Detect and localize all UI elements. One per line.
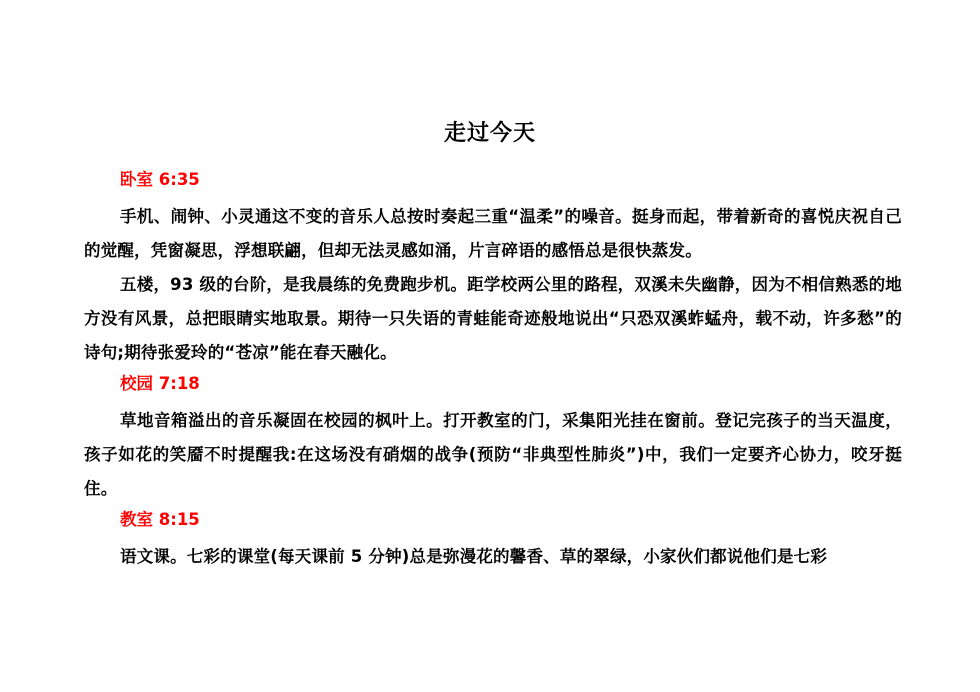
- document-title: 走过今天: [443, 121, 536, 146]
- section-campus: [84, 370, 902, 506]
- section-heading-classroom: 教室 8:15: [120, 510, 200, 529]
- paragraph: 手机、闹钟、小灵通这不变的音乐人总按时奏起三重“温柔”的噪音。挺身而起，带着新奇的喜悦庆祝自己的觉醒，凭窗凝思，浮想联翩，但却无法灵感如涌，片言碎语的感悟总是很快蒸发。: [84, 207, 902, 260]
- section-heading-bedroom: 卧室 6:35: [120, 170, 200, 189]
- paragraph: 五楼，93 级的台阶，是我晨练的免费跑步机。距学校两公里的路程，双溪未失幽静，因为不相信熟悉的地方没有风景，总把眼睛实地取景。期待一只失语的青蛙能奇迹般地说出“只恐双溪蚱蜢舟，载不动，许多愁”的诗句;期待张爱玲的“苍凉”能在春天融化。: [84, 275, 902, 362]
- paragraph: 语文课。七彩的课堂(每天课前 5 分钟)总是弥漫花的馨香、草的翠绿，小家伙们都说他们是七彩: [120, 547, 828, 566]
- section-classroom: [84, 506, 902, 574]
- paragraph: 草地音箱溢出的音乐凝固在校园的枫叶上。打开教室的门，采集阳光挂在窗前。登记完孩子的当天温度，孩子如花的笑靥不时提醒我:在这场没有硝烟的战争(预防“非典型性肺炎”)中，我们一定要齐心协力，咬牙挺住。: [84, 411, 902, 498]
- section-heading-campus: 校园 7:18: [120, 374, 200, 393]
- section-bedroom: [84, 166, 902, 370]
- document-body: [84, 166, 902, 574]
